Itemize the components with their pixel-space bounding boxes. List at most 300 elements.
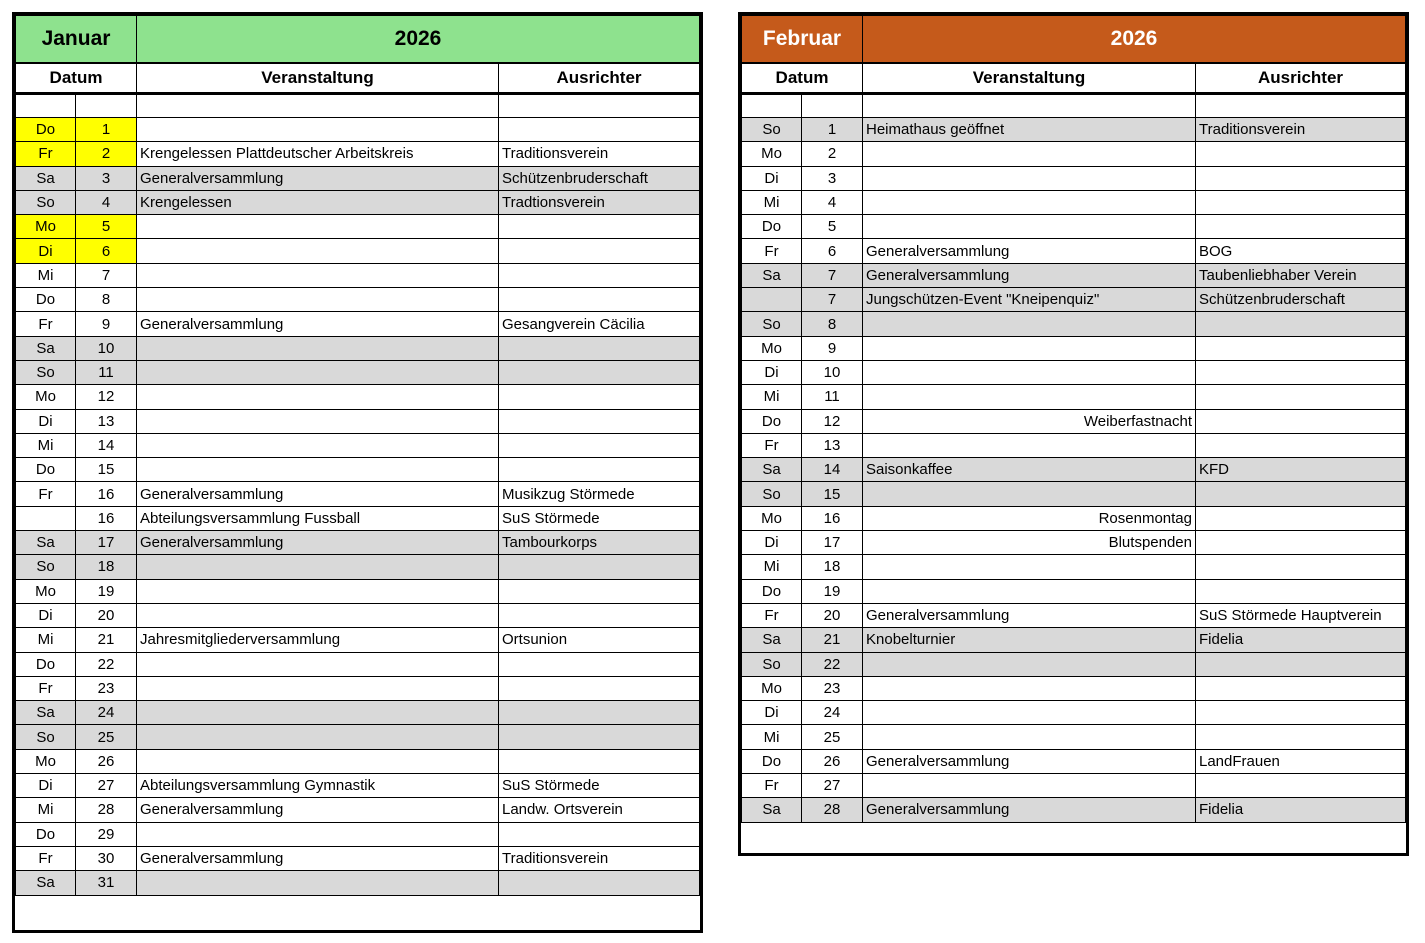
- blank-row: [16, 94, 700, 118]
- organizer-cell: [499, 676, 700, 700]
- day-number-cell: 22: [802, 652, 863, 676]
- day-number-cell: 27: [802, 774, 863, 798]
- day-number-cell: 28: [76, 798, 137, 822]
- column-header-datum: Datum: [16, 63, 137, 94]
- day-number-cell: 7: [802, 263, 863, 287]
- organizer-cell: [1196, 579, 1406, 603]
- event-cell: Generalversammlung: [137, 312, 499, 336]
- weekday-cell: Mo: [742, 336, 802, 360]
- cell: [742, 94, 802, 118]
- weekday-cell: Di: [16, 239, 76, 263]
- event-cell: Generalversammlung: [137, 531, 499, 555]
- organizer-cell: Traditionsverein: [1196, 118, 1406, 142]
- day-number-cell: 11: [802, 385, 863, 409]
- organizer-cell: [499, 360, 700, 384]
- calendar-row: [16, 288, 700, 312]
- event-cell: [137, 701, 499, 725]
- calendar-row: [742, 555, 1406, 579]
- event-cell: [137, 725, 499, 749]
- weekday-cell: Sa: [16, 166, 76, 190]
- weekday-cell: Di: [742, 701, 802, 725]
- weekday-cell: Mo: [742, 506, 802, 530]
- weekday-cell: Fr: [16, 846, 76, 870]
- weekday-cell: So: [742, 118, 802, 142]
- weekday-cell: Sa: [16, 336, 76, 360]
- weekday-cell: Fr: [16, 142, 76, 166]
- day-number-cell: 16: [802, 506, 863, 530]
- organizer-cell: [1196, 506, 1406, 530]
- event-cell: [863, 652, 1196, 676]
- organizer-cell: [1196, 774, 1406, 798]
- organizer-cell: [1196, 652, 1406, 676]
- weekday-cell: So: [16, 190, 76, 214]
- weekday-cell: Mo: [742, 142, 802, 166]
- day-number-cell: 27: [76, 774, 137, 798]
- weekday-cell: Do: [16, 118, 76, 142]
- weekday-cell: Do: [16, 822, 76, 846]
- weekday-cell: So: [742, 482, 802, 506]
- weekday-cell: Mo: [16, 579, 76, 603]
- organizer-cell: Schützenbruderschaft: [1196, 288, 1406, 312]
- organizer-cell: SuS Störmede: [499, 774, 700, 798]
- calendar-row: [742, 118, 1406, 142]
- weekday-cell: Mi: [742, 725, 802, 749]
- day-number-cell: 14: [802, 458, 863, 482]
- day-number-cell: 13: [802, 433, 863, 457]
- organizer-cell: [1196, 433, 1406, 457]
- weekday-cell: Do: [16, 652, 76, 676]
- calendar-row: [16, 846, 700, 870]
- weekday-cell: Fr: [742, 433, 802, 457]
- day-number-cell: 23: [76, 676, 137, 700]
- event-cell: Generalversammlung: [137, 166, 499, 190]
- organizer-cell: [1196, 409, 1406, 433]
- weekday-cell: Do: [742, 215, 802, 239]
- cell: [76, 94, 137, 118]
- day-number-cell: 3: [802, 166, 863, 190]
- day-number-cell: 28: [802, 798, 863, 822]
- calendar-row: [16, 579, 700, 603]
- event-cell: [863, 336, 1196, 360]
- weekday-cell: Mi: [16, 798, 76, 822]
- day-number-cell: 7: [76, 263, 137, 287]
- organizer-cell: [499, 603, 700, 627]
- weekday-cell: Mo: [16, 749, 76, 773]
- calendar-row: [742, 142, 1406, 166]
- calendar-row: [16, 676, 700, 700]
- weekday-cell: So: [16, 360, 76, 384]
- organizer-cell: [499, 288, 700, 312]
- calendar-row: [16, 652, 700, 676]
- event-cell: [863, 482, 1196, 506]
- day-number-cell: 12: [76, 385, 137, 409]
- weekday-cell: Fr: [16, 676, 76, 700]
- day-number-cell: 5: [76, 215, 137, 239]
- weekday-cell: Fr: [742, 774, 802, 798]
- organizer-cell: [1196, 336, 1406, 360]
- weekday-cell: Mi: [16, 433, 76, 457]
- organizer-cell: [1196, 676, 1406, 700]
- calendar-row: [16, 166, 700, 190]
- day-number-cell: 30: [76, 846, 137, 870]
- event-cell: Generalversammlung: [137, 798, 499, 822]
- day-number-cell: 24: [76, 701, 137, 725]
- blank-row: [742, 94, 1406, 118]
- event-cell: Rosenmontag: [863, 506, 1196, 530]
- month-name: Februar: [742, 16, 863, 63]
- day-number-cell: 4: [76, 190, 137, 214]
- day-number-cell: 8: [802, 312, 863, 336]
- event-cell: [863, 312, 1196, 336]
- organizer-cell: Traditionsverein: [499, 846, 700, 870]
- weekday-cell: Mo: [16, 385, 76, 409]
- event-cell: Krengelessen: [137, 190, 499, 214]
- february-table: [741, 15, 1406, 823]
- cell: [802, 94, 863, 118]
- day-number-cell: 1: [76, 118, 137, 142]
- calendar-row: [742, 288, 1406, 312]
- month-name: Januar: [16, 16, 137, 63]
- calendar-row: [742, 263, 1406, 287]
- calendar-row: [16, 482, 700, 506]
- event-cell: [137, 822, 499, 846]
- event-cell: Generalversammlung: [863, 263, 1196, 287]
- column-header-veranstaltung: Veranstaltung: [863, 63, 1196, 94]
- event-cell: [137, 652, 499, 676]
- day-number-cell: 14: [76, 433, 137, 457]
- day-number-cell: 13: [76, 409, 137, 433]
- day-number-cell: 19: [802, 579, 863, 603]
- year: 2026: [863, 16, 1406, 63]
- day-number-cell: 24: [802, 701, 863, 725]
- event-cell: [137, 288, 499, 312]
- day-number-cell: 5: [802, 215, 863, 239]
- event-cell: [137, 409, 499, 433]
- calendar-row: [16, 215, 700, 239]
- day-number-cell: 10: [76, 336, 137, 360]
- organizer-cell: [1196, 482, 1406, 506]
- day-number-cell: 19: [76, 579, 137, 603]
- organizer-cell: [499, 215, 700, 239]
- organizer-cell: [499, 579, 700, 603]
- day-number-cell: 8: [76, 288, 137, 312]
- calendar-row: [742, 531, 1406, 555]
- day-number-cell: 1: [802, 118, 863, 142]
- organizer-cell: [499, 749, 700, 773]
- weekday-cell: So: [16, 555, 76, 579]
- event-cell: [863, 579, 1196, 603]
- event-cell: Jahresmitgliederversammlung: [137, 628, 499, 652]
- year: 2026: [137, 16, 700, 63]
- calendar-row: [742, 239, 1406, 263]
- organizer-cell: [1196, 531, 1406, 555]
- organizer-cell: Schützenbruderschaft: [499, 166, 700, 190]
- day-number-cell: 9: [76, 312, 137, 336]
- event-cell: Saisonkaffee: [863, 458, 1196, 482]
- weekday-cell: Sa: [16, 701, 76, 725]
- weekday-cell: Sa: [16, 531, 76, 555]
- organizer-cell: [499, 555, 700, 579]
- event-cell: Heimathaus geöffnet: [863, 118, 1196, 142]
- day-number-cell: 25: [76, 725, 137, 749]
- calendar-row: [742, 215, 1406, 239]
- event-cell: Generalversammlung: [863, 603, 1196, 627]
- column-header-ausrichter: Ausrichter: [1196, 63, 1406, 94]
- event-cell: [137, 360, 499, 384]
- event-cell: Blutspenden: [863, 531, 1196, 555]
- calendar-row: [16, 603, 700, 627]
- day-number-cell: 31: [76, 871, 137, 895]
- weekday-cell: Di: [16, 409, 76, 433]
- calendar-row: [16, 506, 700, 530]
- day-number-cell: 22: [76, 652, 137, 676]
- day-number-cell: 17: [802, 531, 863, 555]
- event-cell: [137, 263, 499, 287]
- day-number-cell: 18: [802, 555, 863, 579]
- column-header-ausrichter: Ausrichter: [499, 63, 700, 94]
- organizer-cell: [499, 385, 700, 409]
- event-cell: [137, 871, 499, 895]
- weekday-cell: Fr: [742, 603, 802, 627]
- day-number-cell: 3: [76, 166, 137, 190]
- organizer-cell: [499, 263, 700, 287]
- event-cell: [137, 458, 499, 482]
- calendar-row: [742, 312, 1406, 336]
- day-number-cell: 16: [76, 506, 137, 530]
- event-cell: Generalversammlung: [137, 482, 499, 506]
- event-cell: Abteilungsversammlung Gymnastik: [137, 774, 499, 798]
- calendar-row: [742, 433, 1406, 457]
- event-cell: [863, 215, 1196, 239]
- organizer-cell: LandFrauen: [1196, 749, 1406, 773]
- cell: [499, 94, 700, 118]
- weekday-cell: [742, 288, 802, 312]
- organizer-cell: Gesangverein Cäcilia: [499, 312, 700, 336]
- day-number-cell: 11: [76, 360, 137, 384]
- column-header-veranstaltung: Veranstaltung: [137, 63, 499, 94]
- calendar-row: [742, 336, 1406, 360]
- day-number-cell: 9: [802, 336, 863, 360]
- weekday-cell: Sa: [742, 628, 802, 652]
- calendar-row: [742, 774, 1406, 798]
- organizer-cell: [1196, 385, 1406, 409]
- organizer-cell: [1196, 312, 1406, 336]
- organizer-cell: [1196, 215, 1406, 239]
- event-cell: [137, 239, 499, 263]
- organizer-cell: [499, 458, 700, 482]
- calendar-row: [16, 725, 700, 749]
- calendar-row: [742, 506, 1406, 530]
- event-cell: Weiberfastnacht: [863, 409, 1196, 433]
- weekday-cell: Do: [16, 288, 76, 312]
- weekday-cell: Fr: [16, 482, 76, 506]
- organizer-cell: [1196, 701, 1406, 725]
- organizer-cell: Fidelia: [1196, 798, 1406, 822]
- weekday-cell: Mo: [16, 215, 76, 239]
- calendar-row: [742, 652, 1406, 676]
- calendar-row: [16, 871, 700, 895]
- organizer-cell: [499, 409, 700, 433]
- day-number-cell: 17: [76, 531, 137, 555]
- organizer-cell: BOG: [1196, 239, 1406, 263]
- event-cell: Generalversammlung: [863, 749, 1196, 773]
- calendar-row: [16, 409, 700, 433]
- january-title-row: [16, 16, 700, 63]
- event-cell: [137, 676, 499, 700]
- weekday-cell: Sa: [742, 263, 802, 287]
- organizer-cell: [1196, 725, 1406, 749]
- day-number-cell: 20: [802, 603, 863, 627]
- day-number-cell: 6: [76, 239, 137, 263]
- event-cell: [863, 190, 1196, 214]
- event-cell: [863, 725, 1196, 749]
- calendar-row: [16, 142, 700, 166]
- organizer-cell: [499, 652, 700, 676]
- cell: [16, 94, 76, 118]
- event-cell: Abteilungsversammlung Fussball: [137, 506, 499, 530]
- weekday-cell: So: [16, 725, 76, 749]
- calendar-row: [16, 360, 700, 384]
- organizer-cell: Tambourkorps: [499, 531, 700, 555]
- column-header-datum: Datum: [742, 63, 863, 94]
- calendar-row: [742, 360, 1406, 384]
- event-cell: [863, 166, 1196, 190]
- organizer-cell: [499, 871, 700, 895]
- calendar-row: [16, 385, 700, 409]
- day-number-cell: 29: [76, 822, 137, 846]
- day-number-cell: 7: [802, 288, 863, 312]
- organizer-cell: [1196, 190, 1406, 214]
- day-number-cell: 26: [76, 749, 137, 773]
- weekday-cell: Di: [742, 531, 802, 555]
- weekday-cell: Di: [742, 166, 802, 190]
- calendar-row: [16, 798, 700, 822]
- event-cell: [137, 215, 499, 239]
- calendar-row: [742, 409, 1406, 433]
- event-cell: Generalversammlung: [137, 846, 499, 870]
- event-cell: Jungschützen-Event "Kneipenquiz": [863, 288, 1196, 312]
- organizer-cell: Landw. Ortsverein: [499, 798, 700, 822]
- day-number-cell: 10: [802, 360, 863, 384]
- weekday-cell: Sa: [16, 871, 76, 895]
- weekday-cell: Do: [742, 579, 802, 603]
- day-number-cell: 26: [802, 749, 863, 773]
- event-cell: [863, 701, 1196, 725]
- january-table: [15, 15, 700, 896]
- weekday-cell: Fr: [16, 312, 76, 336]
- calendar-row: [742, 676, 1406, 700]
- calendar-row: [742, 385, 1406, 409]
- weekday-cell: Di: [16, 603, 76, 627]
- calendar-row: [742, 628, 1406, 652]
- calendar-row: [16, 555, 700, 579]
- calendar-row: [742, 798, 1406, 822]
- event-cell: Knobelturnier: [863, 628, 1196, 652]
- day-number-cell: 23: [802, 676, 863, 700]
- calendar-row: [742, 725, 1406, 749]
- weekday-cell: Do: [742, 749, 802, 773]
- calendar-row: [16, 263, 700, 287]
- organizer-cell: SuS Störmede Hauptverein: [1196, 603, 1406, 627]
- event-cell: [137, 555, 499, 579]
- organizer-cell: KFD: [1196, 458, 1406, 482]
- calendar-row: [742, 458, 1406, 482]
- weekday-cell: Sa: [742, 458, 802, 482]
- event-cell: [137, 336, 499, 360]
- organizer-cell: Ortsunion: [499, 628, 700, 652]
- organizer-cell: [499, 118, 700, 142]
- calendar-row: [742, 190, 1406, 214]
- calendar-row: [16, 531, 700, 555]
- day-number-cell: 16: [76, 482, 137, 506]
- event-cell: [137, 433, 499, 457]
- event-cell: [137, 579, 499, 603]
- february-header-row: [742, 63, 1406, 94]
- weekday-cell: Di: [742, 360, 802, 384]
- weekday-cell: Fr: [742, 239, 802, 263]
- calendar-row: [16, 774, 700, 798]
- day-number-cell: 15: [802, 482, 863, 506]
- organizer-cell: [1196, 142, 1406, 166]
- weekday-cell: Do: [742, 409, 802, 433]
- organizer-cell: [1196, 555, 1406, 579]
- organizer-cell: [499, 725, 700, 749]
- event-cell: [863, 385, 1196, 409]
- day-number-cell: 18: [76, 555, 137, 579]
- event-cell: [137, 749, 499, 773]
- event-cell: [137, 603, 499, 627]
- calendar-row: [16, 433, 700, 457]
- weekday-cell: Mi: [742, 555, 802, 579]
- cell: [137, 94, 499, 118]
- calendar-row: [16, 749, 700, 773]
- day-number-cell: 25: [802, 725, 863, 749]
- organizer-cell: Traditionsverein: [499, 142, 700, 166]
- calendar-row: [742, 749, 1406, 773]
- calendar-row: [16, 336, 700, 360]
- january-calendar: [12, 12, 703, 933]
- day-number-cell: 20: [76, 603, 137, 627]
- weekday-cell: [16, 506, 76, 530]
- event-cell: [863, 360, 1196, 384]
- event-cell: [137, 118, 499, 142]
- calendar-row: [16, 822, 700, 846]
- event-cell: [863, 676, 1196, 700]
- calendar-row: [16, 312, 700, 336]
- calendar-row: [742, 701, 1406, 725]
- organizer-cell: [499, 336, 700, 360]
- february-title-row: [742, 16, 1406, 63]
- weekday-cell: Sa: [742, 798, 802, 822]
- february-calendar: [738, 12, 1409, 856]
- weekday-cell: So: [742, 652, 802, 676]
- event-cell: Krengelessen Plattdeutscher Arbeitskreis: [137, 142, 499, 166]
- calendar-row: [16, 239, 700, 263]
- weekday-cell: Mi: [16, 263, 76, 287]
- day-number-cell: 21: [76, 628, 137, 652]
- weekday-cell: So: [742, 312, 802, 336]
- calendar-row: [16, 118, 700, 142]
- day-number-cell: 2: [76, 142, 137, 166]
- event-cell: [863, 555, 1196, 579]
- organizer-cell: [499, 822, 700, 846]
- weekday-cell: Mi: [742, 190, 802, 214]
- day-number-cell: 21: [802, 628, 863, 652]
- weekday-cell: Mo: [742, 676, 802, 700]
- event-cell: [863, 142, 1196, 166]
- organizer-cell: Taubenliebhaber Verein: [1196, 263, 1406, 287]
- calendar-row: [742, 603, 1406, 627]
